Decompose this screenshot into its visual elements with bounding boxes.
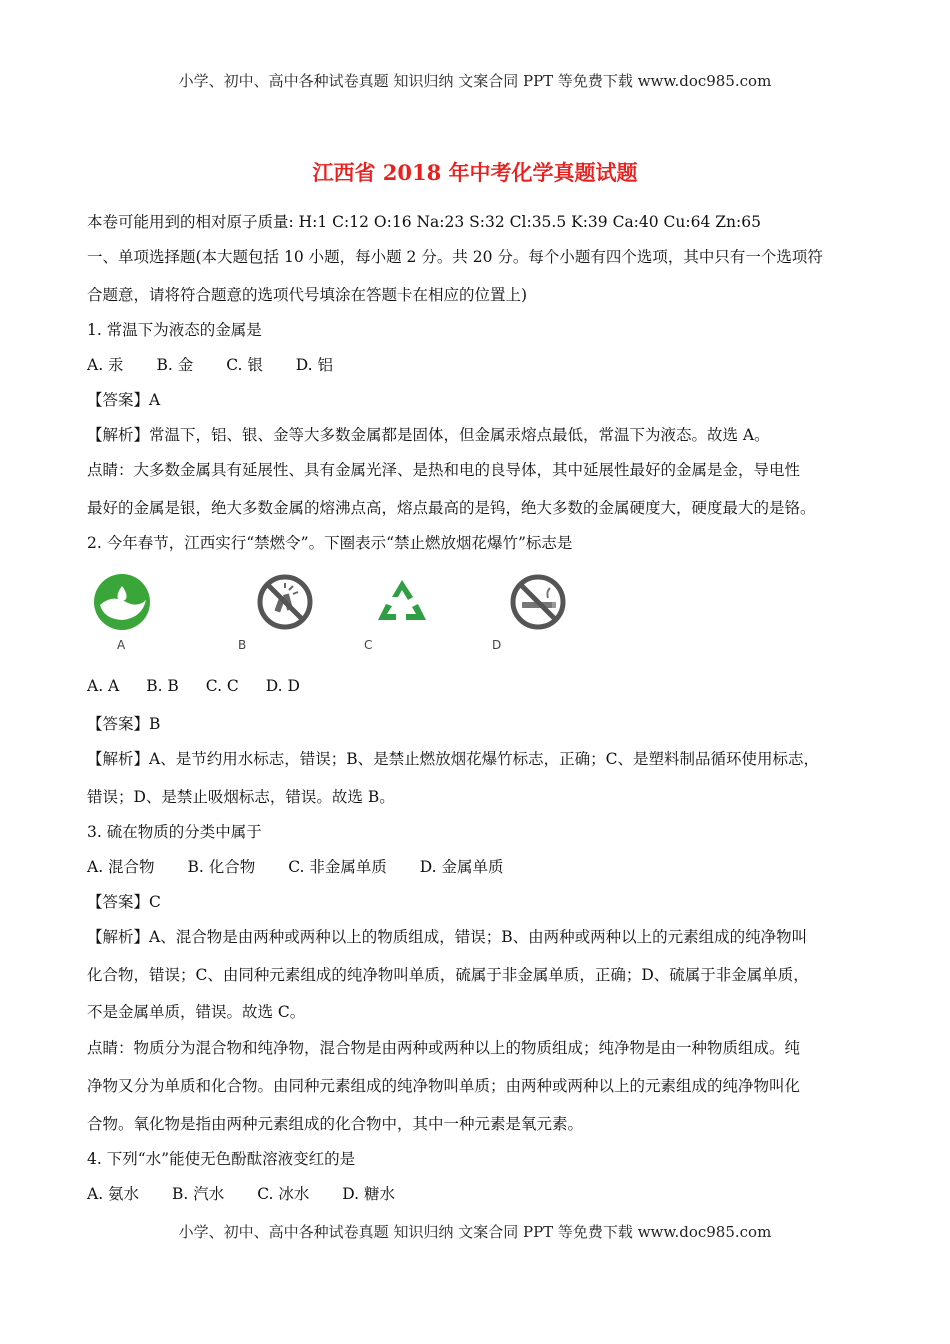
q3-analysis-1: 【解析】A、混合物是由两种或两种以上的物质组成，错误；B、由两种或两种以上的元素组成的纯净物叫 — [87, 928, 808, 946]
q3-analysis-2: 化合物，错误；C、由同种元素组成的纯净物叫单质，硫属于非金属单质，正确；D、硫属于非金属单质， — [87, 966, 809, 984]
icon-label-b: B — [238, 638, 247, 652]
q2-option-c: C. C — [205, 677, 239, 695]
q1-option-b: B. 金 — [156, 356, 194, 374]
water-saving-icon — [92, 572, 152, 632]
q2-options — [87, 677, 322, 695]
q3-tip-2: 净物又分为单质和化合物。由同种元素组成的纯净物叫单质；由两种或两种以上的元素组成的纯净物叫化 — [87, 1077, 801, 1095]
q1-options — [87, 353, 361, 375]
q2-analysis-1: 【解析】A、是节约用水标志，错误；B、是禁止燃放烟花爆竹标志，正确；C、是塑料制品循环使用标志， — [87, 750, 819, 768]
q3-option-a: A. 混合物 — [87, 858, 155, 876]
section-instructions-2: 合题意，请将符合题意的选项代号填涂在答题卡在相应的位置上) — [87, 286, 528, 304]
q3-stem: 3. 硫在物质的分类中属于 — [87, 823, 262, 841]
q3-option-d: D. 金属单质 — [419, 858, 504, 876]
q1-option-a: A. 汞 — [87, 356, 124, 374]
q4-option-d: D. 糖水 — [342, 1185, 396, 1203]
q3-option-b: B. 化合物 — [187, 858, 256, 876]
atomic-masses: 本卷可能用到的相对原子质量: H:1 C:12 O:16 Na:23 S:32 Cl:35.5 K:39 Ca:40 Cu:64 Zn:65 — [87, 213, 761, 231]
q3-options — [87, 855, 532, 877]
icon-label-a: A — [117, 638, 126, 652]
recycle-icon — [372, 572, 432, 632]
q4-stem: 4. 下列“水”能使无色酚酞溶液变红的是 — [87, 1150, 356, 1168]
q1-option-c: C. 银 — [226, 356, 263, 374]
no-fireworks-icon — [255, 572, 315, 632]
q1-analysis: 【解析】常温下，铝、银、金等大多数金属都是固体，但金属汞熔点最低，常温下为液态。故选 A。 — [87, 426, 770, 444]
section-instructions-1: 一、单项选择题(本大题包括 10 小题，每小题 2 分。共 20 分。每个小题有四个选项，其中只有一个选项符 — [87, 248, 823, 266]
icon-label-d: D — [492, 638, 502, 652]
icon-label-c: C — [364, 638, 373, 652]
page-title: 江西省 2018 年中考化学真题试题 — [312, 160, 638, 185]
q3-answer: 【答案】C — [87, 893, 161, 911]
q4-option-a: A. 氨水 — [87, 1185, 140, 1203]
q1-answer: 【答案】A — [87, 391, 161, 409]
page-footer: 小学、初中、高中各种试卷真题 知识归纳 文案合同 PPT 等免费下载 www.doc985.com — [178, 1223, 772, 1241]
q1-tip-1: 点睛：大多数金属具有延展性、具有金属光泽、是热和电的良导体，其中延展性最好的金属是金，导电性 — [87, 461, 801, 479]
page-header: 小学、初中、高中各种试卷真题 知识归纳 文案合同 PPT 等免费下载 www.doc985.com — [178, 72, 772, 90]
q4-option-b: B. 汽水 — [172, 1185, 225, 1203]
q3-tip-1: 点睛：物质分为混合物和纯净物，混合物是由两种或两种以上的物质组成；纯净物是由一种物质组成。纯 — [87, 1039, 801, 1057]
q2-stem: 2. 今年春节，江西实行“禁燃令”。下圈表示“禁止燃放烟花爆竹”标志是 — [87, 534, 573, 552]
q2-option-b: B. B — [146, 677, 179, 695]
q1-option-d: D. 铝 — [295, 356, 334, 374]
no-smoking-icon — [508, 572, 568, 632]
q2-analysis-2: 错误；D、是禁止吸烟标志，错误。故选 B。 — [87, 788, 395, 806]
q2-option-a: A. A — [87, 677, 120, 695]
q1-tip-2: 最好的金属是银，绝大多数金属的熔沸点高，熔点最高的是钨，绝大多数的金属硬度大，硬度最大的是铬。 — [87, 499, 816, 517]
q3-option-c: C. 非金属单质 — [288, 858, 387, 876]
q1-stem: 1. 常温下为液态的金属是 — [87, 321, 262, 339]
q4-options — [87, 1182, 423, 1204]
q3-analysis-3: 不是金属单质，错误。故选 C。 — [87, 1003, 306, 1021]
q2-answer: 【答案】B — [87, 715, 161, 733]
q2-option-d: D. D — [265, 677, 300, 695]
q4-option-c: C. 冰水 — [257, 1185, 310, 1203]
q3-tip-3: 合物。氧化物是指由两种元素组成的化合物中，其中一种元素是氧元素。 — [87, 1115, 584, 1133]
